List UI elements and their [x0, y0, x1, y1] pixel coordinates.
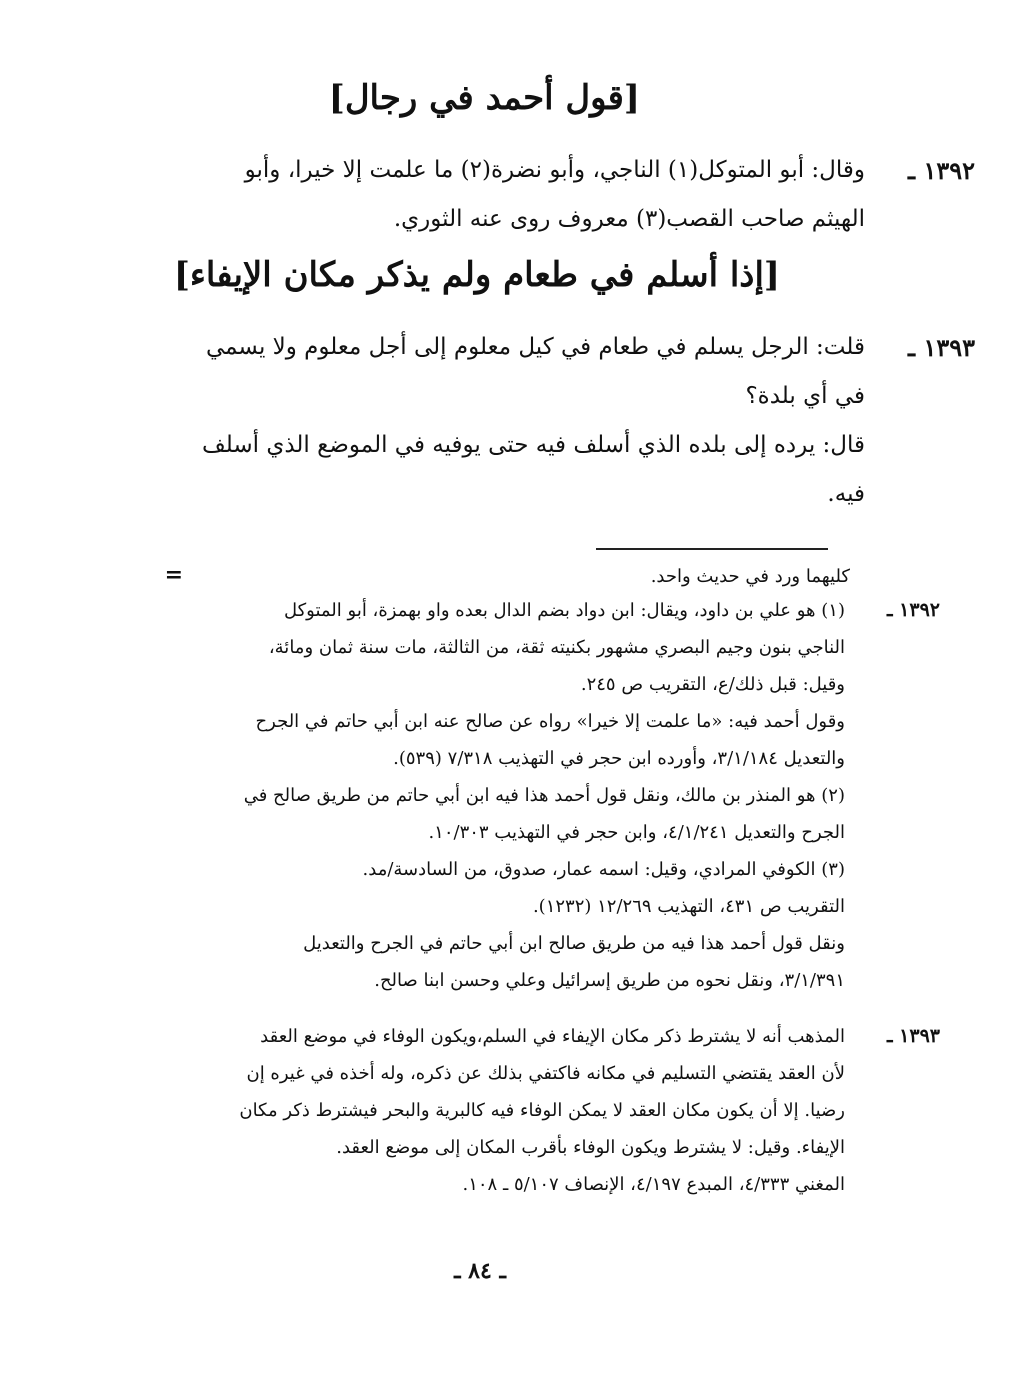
- footnote-line: كليهما ورد في حديث واحد.: [650, 566, 850, 587]
- footnote-line: (١) هو علي بن داود، ويقال: ابن دواد بضم الدال بعده واو بهمزة، أبو المتوكل: [283, 600, 845, 621]
- footnote-continuation-mark: =: [164, 562, 183, 588]
- entry-line: الهيثم صاحب القصب(٣) معروف روى عنه الثوري.: [393, 206, 865, 232]
- section-heading-salam: [إذا أسلم في طعام ولم يذكر مكان الإيفاء]: [173, 255, 780, 295]
- page-number: ـ ٨٤ ـ: [454, 1258, 506, 1284]
- footnote-line: ونقل قول أحمد هذا فيه من طريق صالح ابن أبي حاتم في الجرح والتعديل: [303, 933, 845, 954]
- section-heading-statements: [قول أحمد في رجال]: [328, 78, 640, 118]
- entry-line: قلت: الرجل يسلم في طعام في كيل معلوم إلى أجل معلوم ولا يسمي: [205, 334, 865, 360]
- footnote-line: (٢) هو المنذر بن مالك، ونقل قول أحمد هذا فيه ابن أبي حاتم من طريق صالح في: [243, 785, 845, 806]
- entry-line: في أي بلدة؟: [745, 383, 865, 409]
- footnote-1393: [145, 1018, 940, 1203]
- entry-line: فيه.: [827, 481, 865, 507]
- footnote-line: لأن العقد يقتضي التسليم في مكانه فاكتفي بذلك عن ذكره، وله أخذه في غيره إن: [246, 1063, 845, 1084]
- footnote-line: الناجي بنون وجيم البصري مشهور بكنيته ثقة، من الثالثة، مات سنة ثمان ومائة،: [268, 637, 845, 658]
- footnote-line: الإيفاء. وقيل: لا يشترط ويكون الوفاء بأقرب المكان إلى موضع العقد.: [336, 1137, 845, 1158]
- footnote-line: ٣/١/٣٩١، ونقل نحوه من طريق إسرائيل وعلي وحسن ابنا صالح.: [374, 970, 845, 991]
- footnote-line: التقريب ص ٤٣١، التهذيب ١٢/٢٦٩ (١٢٣٢).: [532, 896, 845, 917]
- footnote-separator: [596, 548, 828, 550]
- footnote-line: رضيا. إلا أن يكون مكان العقد لا يمكن الوفاء فيه كالبرية والبحر فيشترط ذكر مكان: [239, 1100, 845, 1121]
- footnote-number: ١٣٩٣ ـ: [886, 1025, 940, 1047]
- footnote-line: الجرح والتعديل ٤/١/٢٤١، وابن حجر في التهذيب ١٠/٣٠٣.: [428, 822, 845, 843]
- footnote-line: (٣) الكوفي المرادي، وقيل: اسمه عمار، صدوق، من السادسة/مد.: [362, 859, 845, 880]
- entry-number: ١٣٩٣ ـ: [908, 333, 975, 362]
- footnote-1392: [145, 592, 940, 999]
- footnote-line: المغني ٤/٣٣٣، المبدع ٤/١٩٧، الإنصاف ٥/١٠٧ ـ ١٠٨.: [462, 1174, 845, 1195]
- footnote-line: وقيل: قبل ذلك/ع، التقريب ص ٢٤٥.: [580, 674, 845, 695]
- footnote-line: وقول أحمد فيه: «ما علمت إلا خيرا» رواه عن صالح عنه ابن أبي حاتم في الجرح: [255, 711, 845, 732]
- entry-1393: [145, 323, 975, 519]
- entry-1392: [145, 146, 975, 244]
- footnote-line: المذهب أنه لا يشترط ذكر مكان الإيفاء في السلم،ويكون الوفاء في موضع العقد: [260, 1026, 845, 1047]
- entry-number: ١٣٩٢ ـ: [908, 156, 975, 185]
- entry-line: قال: يرده إلى بلده الذي أسلف فيه حتى يوفيه في الموضع الذي أسلف: [201, 432, 865, 458]
- entry-line: وقال: أبو المتوكل(١) الناجي، وأبو نضرة(٢) ما علمت إلا خيرا، وأبو: [244, 157, 865, 183]
- footnote-line: والتعديل ٣/١/١٨٤، وأورده ابن حجر في التهذيب ٧/٣١٨ (٥٣٩).: [393, 748, 845, 769]
- footnote-continuation: [150, 558, 850, 595]
- footnote-number: ١٣٩٢ ـ: [886, 599, 940, 621]
